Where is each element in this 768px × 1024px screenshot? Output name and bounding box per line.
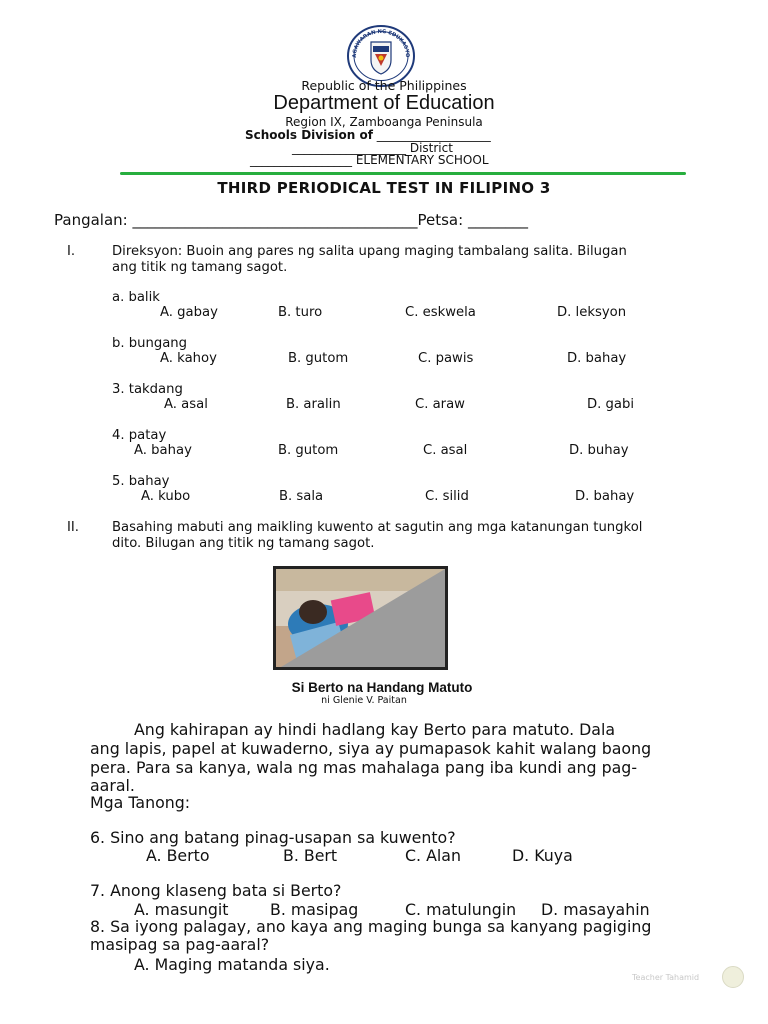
item-label: 5. bahay: [112, 474, 170, 489]
question-8-line1: 8. Sa iyong palagay, ano kaya ang maging bunga sa kanyang pagiging: [90, 917, 652, 936]
questions-label: Mga Tanong:: [90, 793, 191, 812]
school-blank: _________________: [250, 153, 352, 167]
smiley-icon: [722, 966, 744, 988]
district-blank: ___________________: [292, 141, 406, 155]
district-label: District: [409, 141, 453, 155]
division-blank: ___________________: [376, 128, 491, 142]
choice-a[interactable]: A. kahoy: [160, 351, 217, 366]
choice-a[interactable]: A. masungit: [134, 900, 229, 919]
choice-c[interactable]: C. matulungin: [405, 900, 517, 919]
date-label: Petsa:: [417, 211, 464, 229]
choice-b[interactable]: B. masipag: [270, 900, 359, 919]
choice-d[interactable]: D. masayahin: [541, 900, 650, 919]
seal-ring-text: AGAWARAN NG EDUKASYO: [351, 28, 411, 58]
choice-b[interactable]: B. aralin: [286, 397, 341, 412]
name-blank[interactable]: ______________________________________: [132, 211, 418, 229]
choice-d[interactable]: D. buhay: [569, 443, 629, 458]
choice-a[interactable]: A. gabay: [160, 305, 218, 320]
choice-d[interactable]: D. gabi: [587, 397, 635, 412]
choice-c[interactable]: C. araw: [415, 397, 465, 412]
name-date-row: [54, 211, 528, 229]
story-line: ang lapis, papel at kuwaderno, siya ay pumapasok kahit walang baong: [90, 739, 652, 758]
region-line: Region IX, Zamboanga Peninsula: [285, 115, 483, 129]
name-label: Pangalan:: [54, 211, 128, 229]
choice-b[interactable]: B. turo: [278, 305, 323, 320]
choice-d[interactable]: D. leksyon: [557, 305, 627, 320]
division-label: Schools Division of: [245, 128, 373, 142]
choice-b[interactable]: B. gutom: [288, 351, 349, 366]
date-blank[interactable]: ________: [467, 211, 528, 229]
choice-b[interactable]: B. Bert: [283, 846, 338, 865]
question-8-line2: masipag sa pag-aaral?: [90, 935, 270, 954]
watermark: Teacher Tahamid: [632, 973, 700, 982]
story-line: Ang kahirapan ay hindi hadlang kay Berto para matuto. Dala: [134, 720, 616, 739]
choice-a[interactable]: A. Maging matanda siya.: [134, 955, 330, 974]
choice-d[interactable]: D. bahay: [567, 351, 627, 366]
section1-numeral: I.: [67, 244, 76, 259]
item-label: 4. patay: [112, 428, 167, 443]
choice-a[interactable]: A. asal: [164, 397, 208, 412]
republic-line: Republic of the Philippines: [301, 78, 467, 93]
choice-c[interactable]: C. asal: [423, 443, 468, 458]
story-line: pera. Para sa kanya, wala ng mas mahalaga pang iba kundi ang pag-: [90, 758, 638, 777]
item-label: 3. takdang: [112, 382, 183, 397]
section1-direction-line1: Direksyon: Buoin ang pares ng salita upang maging tambalang salita. Bilugan: [112, 244, 627, 259]
school-label: ELEMENTARY SCHOOL: [355, 153, 489, 167]
choice-a[interactable]: A. Berto: [146, 846, 210, 865]
choice-c[interactable]: C. eskwela: [405, 305, 476, 320]
choice-c[interactable]: C. silid: [425, 489, 469, 504]
department-title: Department of Education: [273, 92, 495, 114]
story-line: aaral.: [90, 776, 135, 795]
item-label: a. balik: [112, 290, 160, 305]
choice-b[interactable]: B. gutom: [278, 443, 339, 458]
school-line: [250, 153, 489, 167]
section2-direction-line2: dito. Bilugan ang titik ng tamang sagot.: [112, 536, 375, 551]
choice-d[interactable]: D. bahay: [575, 489, 635, 504]
question-7: 7. Anong klaseng bata si Berto?: [90, 881, 342, 900]
section2-numeral: II.: [67, 520, 79, 535]
choice-d[interactable]: D. Kuya: [512, 846, 573, 865]
test-title: THIRD PERIODICAL TEST IN FILIPINO 3: [217, 179, 551, 197]
choice-b[interactable]: B. sala: [279, 489, 324, 504]
story-image: [273, 566, 448, 670]
story-author: ni Glenie V. Paitan: [321, 695, 407, 706]
section2-direction-line1: Basahing mabuti ang maikling kuwento at sagutin ang mga katanungan tungkol: [112, 520, 643, 535]
choice-a[interactable]: A. bahay: [134, 443, 192, 458]
choice-c[interactable]: C. Alan: [405, 846, 461, 865]
question-6: 6. Sino ang batang pinag-usapan sa kuwento?: [90, 828, 456, 847]
choice-a[interactable]: A. kubo: [141, 489, 191, 504]
header-divider: [120, 172, 686, 175]
division-line: [245, 128, 491, 142]
item-label: b. bungang: [112, 336, 188, 351]
choice-c[interactable]: C. pawis: [418, 351, 474, 366]
story-title: Si Berto na Handang Matuto: [291, 680, 473, 695]
section1-direction-line2: ang titik ng tamang sagot.: [112, 260, 288, 275]
